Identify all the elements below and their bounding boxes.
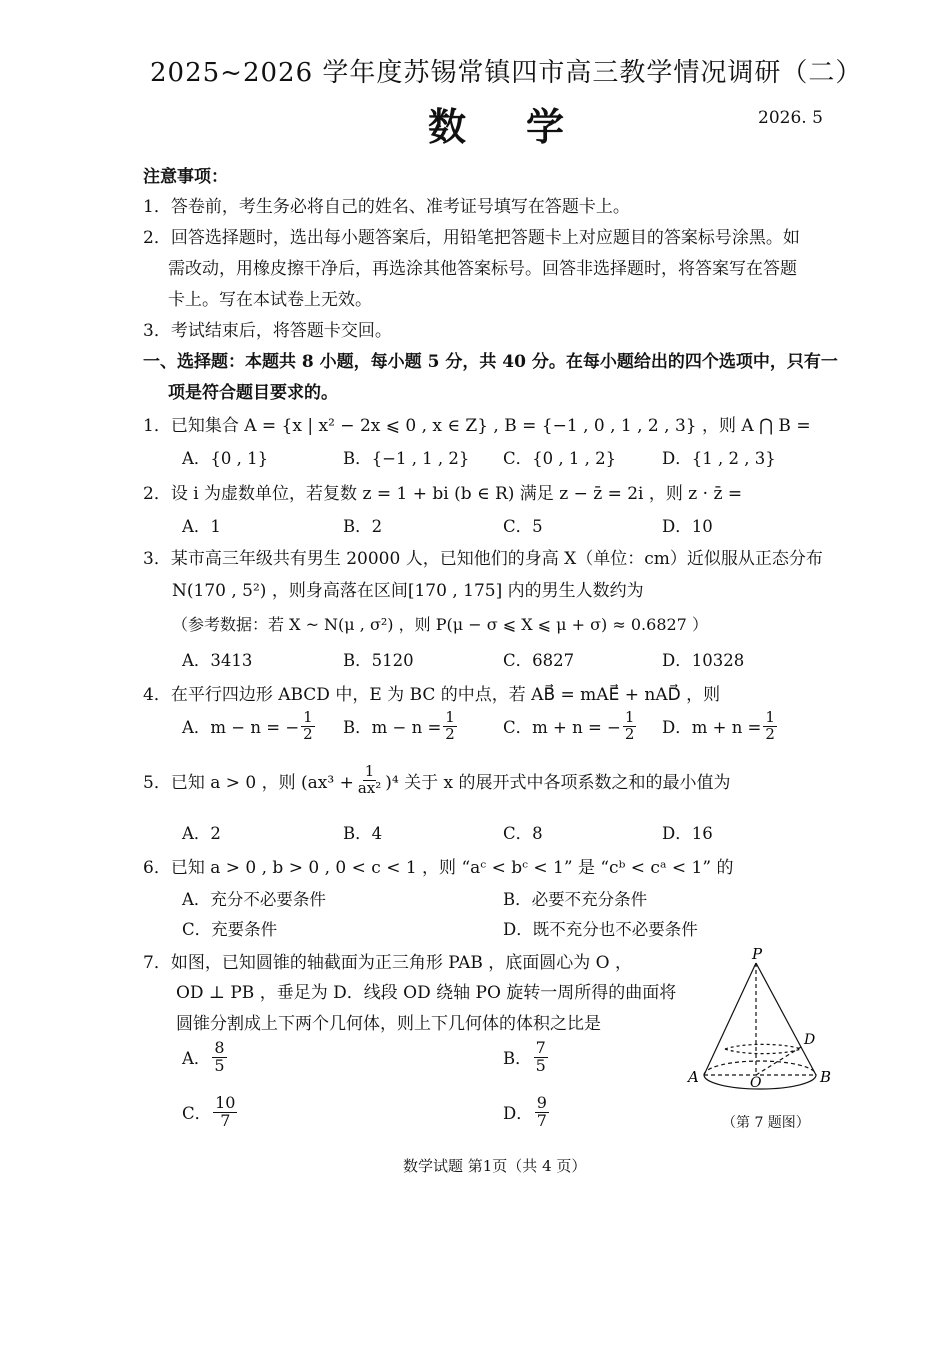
label-p: P	[752, 945, 763, 963]
figure-caption: （第 7 题图）	[722, 1115, 810, 1131]
q7-option-b-fraction: $\frac{7}{5}$	[535, 1038, 546, 1075]
rotation-circle-front	[725, 1049, 801, 1054]
q7-line-1: 7．如图，已知圆锥的轴截面为正三角形 PAB ，底面圆心为 O ，	[143, 953, 633, 973]
section-1-line-2: 项是符合题目要求的。	[168, 383, 338, 403]
q6-option-b: B．必要不充分条件	[503, 890, 648, 909]
q4-option-b-prefix: B．m − n =	[343, 718, 442, 738]
q7-option-a-fraction: $\frac{8}{5}$	[214, 1038, 225, 1075]
notice-item-3: 3．考试结束后，将答题卡交回。	[143, 321, 392, 341]
q3-option-c: C．6827	[503, 651, 575, 670]
cone-edge-pb	[756, 963, 816, 1075]
q5-stem	[143, 764, 731, 797]
q6-option-a: A．充分不必要条件	[182, 890, 326, 909]
q2-option-c: C．5	[503, 517, 543, 536]
q1-stem: 1．已知集合 A = {x | x² − 2x ⩽ 0 , x ∈ Z} , B = {−1 , 0 , 1 , 2 , 3} ，则 A ⋂ B =	[143, 416, 811, 436]
notice-item-2-line-2: 需改动，用橡皮擦干净后，再选涂其他答案标号。回答非选择题时，将答案写在答题	[168, 259, 797, 279]
q4-option-a-fraction: $\frac{1}{2}$	[303, 708, 313, 743]
q1-option-c: C．{0 , 1 , 2}	[503, 449, 617, 468]
q6-option-c: C．充要条件	[182, 920, 278, 939]
rotation-circle-back	[725, 1044, 801, 1049]
q4-option-c-fraction: $\frac{1}{2}$	[624, 708, 635, 743]
q5-stem-post: )⁴ 关于 x 的展开式中各项系数之和的最小值为	[385, 772, 731, 793]
page-footer: 数学试题 第1页（共 4 页）	[403, 1157, 587, 1175]
q4-option-d	[662, 710, 779, 743]
q6-stem: 6．已知 a > 0 , b > 0 , 0 < c < 1 ，则 “aᶜ < bᶜ < 1” 是 “cᵇ < cᵃ < 1” 的	[143, 858, 734, 878]
q6-option-d: D．既不充分也不必要条件	[503, 920, 698, 939]
q5-option-a: A．2	[182, 824, 221, 843]
exam-title: 2025~2026 学年度苏锡常镇四市高三教学情况调研（二）	[150, 58, 863, 88]
q7-option-d-fraction: $\frac{9}{7}$	[536, 1093, 547, 1130]
segment-od	[756, 1047, 801, 1075]
notice-heading: 注意事项：	[143, 167, 228, 187]
q5-option-b: B．4	[343, 824, 383, 843]
q3-line-2: N(170 , 5²) ，则身高落在区间[170 , 175] 内的男生人数约为	[172, 581, 644, 601]
q4-option-a	[182, 710, 317, 743]
q7-option-c	[182, 1095, 239, 1130]
section-1-line-1: 一、选择题：本题共 8 小题，每小题 5 分，共 40 分。在每小题给出的四个选项中，只有一	[143, 352, 838, 372]
exam-date: 2026. 5	[758, 108, 823, 128]
label-b: B	[820, 1068, 832, 1086]
label-d: D	[804, 1032, 816, 1048]
q3-option-b: B．5120	[343, 651, 414, 670]
q5-stem-fraction: $\frac{1}{\text{ax²}}$	[357, 762, 382, 797]
q7-option-a-label: A．	[182, 1049, 211, 1069]
q7-option-a	[182, 1040, 229, 1075]
q1-option-a: A．{0 , 1}	[182, 449, 269, 468]
q7-option-d	[503, 1095, 551, 1130]
q3-reference-data: （参考数据：若 X ~ N(μ , σ²) ，则 P(μ − σ ⩽ X ⩽ μ + σ) ≈ 0.6827 ）	[172, 615, 708, 634]
cone-edge-pa	[704, 963, 756, 1075]
q2-option-a: A．1	[182, 517, 221, 536]
cone-figure	[680, 945, 850, 1095]
q4-option-a-prefix: A．m − n = −	[182, 718, 300, 738]
q7-option-d-label: D．	[503, 1104, 533, 1124]
q4-option-c-prefix: C．m + n = −	[503, 718, 621, 738]
q5-stem-pre: 5．已知 a > 0 ，则 (ax³ +	[143, 772, 354, 793]
base-back-arc	[704, 1061, 816, 1075]
q3-line-1: 3．某市高三年级共有男生 20000 人，已知他们的身高 X（单位：cm）近似服从正态分布	[143, 549, 823, 569]
q5-option-c: C．8	[503, 824, 543, 843]
q2-option-d: D．10	[662, 517, 713, 536]
q4-option-d-fraction: $\frac{1}{2}$	[765, 708, 775, 743]
q4-stem: 4．在平行四边形 ABCD 中，E 为 BC 的中点，若 AB⃗ = mAE⃗ + nAD⃗ ，则	[143, 685, 721, 705]
q2-option-b: B．2	[343, 517, 383, 536]
notice-item-2-line-1: 2．回答选择题时，选出每小题答案后，用铅笔把答题卡上对应题目的答案标号涂黑。如	[143, 228, 800, 248]
q3-option-a: A．3413	[182, 651, 253, 670]
q5-option-d: D．16	[662, 824, 713, 843]
q4-option-b-fraction: $\frac{1}{2}$	[445, 708, 455, 743]
label-o: O	[750, 1075, 762, 1091]
notice-item-1: 1．答卷前，考生务必将自己的姓名、准考证号填写在答题卡上。	[143, 197, 630, 217]
q4-option-d-prefix: D．m + n =	[662, 718, 762, 738]
q4-option-b	[343, 710, 459, 743]
q7-line-3: 圆锥分割成上下两个几何体，则上下几何体的体积之比是	[176, 1014, 601, 1034]
q3-option-d: D．10328	[662, 651, 745, 670]
notice-item-2-line-3: 卡上。写在本试卷上无效。	[168, 290, 372, 310]
q7-option-c-fraction: $\frac{10}{7}$	[215, 1093, 236, 1130]
q7-option-c-label: C．	[182, 1104, 212, 1124]
q7-option-b-label: B．	[503, 1049, 532, 1069]
q4-option-c	[503, 710, 638, 743]
q2-stem: 2．设 i 为虚数单位，若复数 z = 1 + bi (b ∈ R) 满足 z − z̄ = 2i ，则 z · z̄ =	[143, 484, 743, 504]
subject-title: 数学	[428, 104, 625, 149]
q7-line-2: OD ⊥ PB ，垂足为 D．线段 OD 绕轴 PO 旋转一周所得的曲面将	[176, 983, 677, 1003]
q7-option-b	[503, 1040, 550, 1075]
label-a: A	[688, 1068, 699, 1086]
q1-option-d: D．{1 , 2 , 3}	[662, 449, 776, 468]
q1-option-b: B．{−1 , 1 , 2}	[343, 449, 470, 468]
